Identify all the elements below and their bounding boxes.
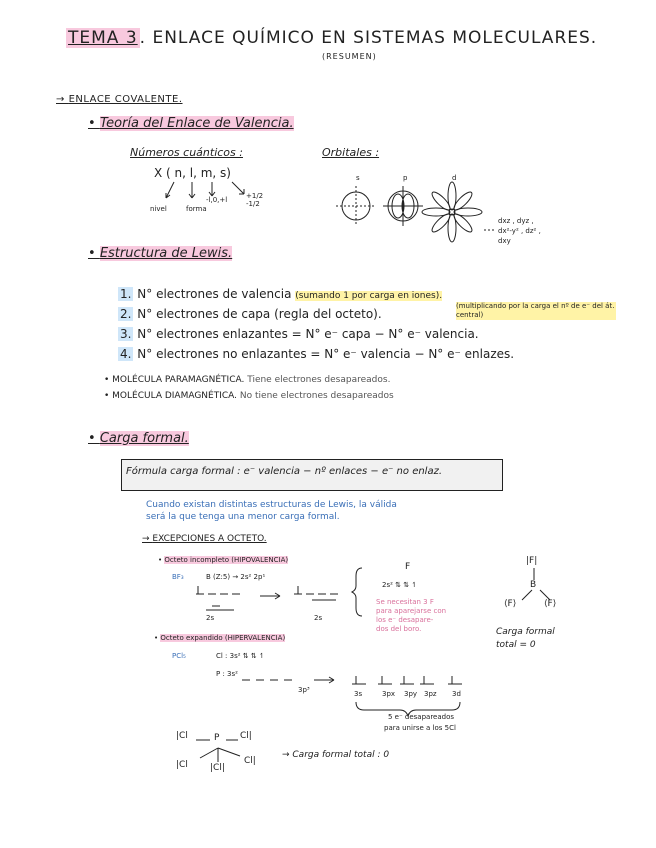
pcl5-cl-br: Cl| <box>244 756 256 766</box>
lewis-item-4: 4. N° electrones no enlazantes = N° e⁻ valencia − N° e⁻ enlazes. <box>120 347 515 361</box>
numeros-forma: forma <box>186 205 207 213</box>
pcl5-charge: → Carga formal total : 0 <box>282 750 390 760</box>
arrow-right-icon-2 <box>314 677 334 683</box>
exc-heading: → EXCEPCIONES A OCTETO. <box>142 534 267 544</box>
dia-line: • MOLÉCULA DIAMAGNÉTICA. No tiene electrones desapareados <box>104 391 394 401</box>
numeros-formula: X ( n, l, m, s) <box>154 166 231 180</box>
p-config: P : 3s² <box>216 670 238 678</box>
orb-3py: 3py <box>404 690 418 698</box>
orbitales-label: Orbitales : <box>322 146 380 159</box>
bf3-label: BF₃ <box>172 573 184 581</box>
pcl5-cl-tr: Cl| <box>240 731 252 741</box>
f-label: F <box>405 562 411 572</box>
carga-total-2: total = 0 <box>496 640 536 650</box>
pcl5-cl-bl: |Cl <box>176 760 188 770</box>
orb-s-label: s <box>356 174 360 182</box>
orb-3d: 3d <box>452 690 461 698</box>
orb-p-label: p <box>403 174 408 182</box>
brace-down-icon <box>356 702 460 716</box>
lewis-item-1: 1. N° electrones de valencia (sumando 1 por carga en iones). <box>120 287 443 301</box>
carga-total-1: Carga formal <box>496 627 555 637</box>
orb-2s-a: 2s <box>206 614 215 622</box>
brace-icon <box>352 568 362 616</box>
orb-d-label: d <box>452 174 457 182</box>
cl-config: Cl : 3s² ⇅ ⇅ ↿ <box>216 652 265 660</box>
exp-note-2: para unirse a los 5Cl <box>384 724 456 732</box>
formula-text: Fórmula carga formal : e⁻ valencia − nº enlaces − e⁻ no enlaz. <box>126 466 443 477</box>
bf3-lewis-f-top: |F| <box>526 556 538 566</box>
arrow-n-icon <box>166 182 174 198</box>
page-subtitle: (RESUMEN) <box>322 52 377 61</box>
hipo-heading: • Octeto incompleto (HIPOVALENCIA) <box>158 556 289 564</box>
arrow-right-icon <box>260 593 280 599</box>
lewis-item-2-note: (multiplicando por la carga el nº de e⁻ del át. central) <box>456 302 615 319</box>
arrow-l-icon <box>189 182 195 198</box>
section-covalente: → ENLACE COVALENTE. <box>56 94 183 105</box>
orb-3pz: 3pz <box>424 690 437 698</box>
f-config: 2s² ⇅ ⇅ ↿ <box>382 581 418 589</box>
orb-3s: 3s <box>354 690 363 698</box>
pcl5-cl-bm: |Cl| <box>210 763 225 773</box>
teoria-heading: • Teoría del Enlace de Valencia. <box>88 116 294 131</box>
lewis-heading: • Estructura de Lewis. <box>88 246 233 261</box>
pcl5-p: P <box>214 733 220 743</box>
hiper-heading: • Octeto expandido (HIPERVALENCIA) <box>154 634 286 642</box>
numeros-spin: +1/2 -1/2 <box>246 192 264 208</box>
page-title: TEMA 3 . ENLACE QUÍMICO EN SISTEMAS MOLECULARES. <box>68 28 598 48</box>
orb-2s-b: 2s <box>314 614 323 622</box>
carga-note-2: será la que tenga una menor carga formal. <box>146 512 340 522</box>
p-3p: 3p³ <box>298 686 310 694</box>
orb-d-labels: dxz , dyz , dx²-y² , dz² , dxy <box>498 217 541 245</box>
orbital-p-icon <box>383 186 423 226</box>
b-config: B (Z:5) → 2s² 2p¹ <box>206 573 266 581</box>
numeros-label: Números cuánticos : <box>130 146 243 159</box>
hipo-note-4: dos del boro. <box>376 625 422 633</box>
hipo-note-2: para aparejarse con <box>376 607 447 615</box>
carga-note-1: Cuando existan distintas estructuras de Lewis, la válida <box>146 500 397 510</box>
hipo-note-3: los e⁻ desapare- <box>376 616 434 624</box>
bf3-lewis-b: B <box>530 580 537 590</box>
hipo-note-1: Se necesitan 3 F <box>376 598 434 606</box>
numeros-nivel: nivel <box>150 205 167 213</box>
bf3-lewis-f-left: ⟨F⟩ <box>504 599 517 609</box>
orb-3px: 3px <box>382 690 396 698</box>
para-line: • MOLÉCULA PARAMAGNÉTICA. Tiene electrones desapareados. <box>104 375 391 385</box>
arrow-m-icon <box>209 182 215 196</box>
lewis-item-2: 2. N° electrones de capa (regla del octeto). <box>120 307 382 321</box>
lewis-item-3: 3. N° electrones enlazantes = N° e⁻ capa − N° e⁻ valencia. <box>120 327 479 341</box>
numeros-ml: -l,0,+l <box>206 196 228 204</box>
orbital-d-icon <box>422 182 494 242</box>
bf3-lewis-f-right: ⟨F⟩ <box>544 599 557 609</box>
pcl5-label: PCl₅ <box>172 652 186 660</box>
pcl5-cl-tl: |Cl <box>176 731 188 741</box>
carga-heading: • Carga formal. <box>88 431 189 446</box>
arrow-s-icon <box>232 182 244 194</box>
exp-note-1: 5 e⁻ desapareados <box>388 713 455 721</box>
